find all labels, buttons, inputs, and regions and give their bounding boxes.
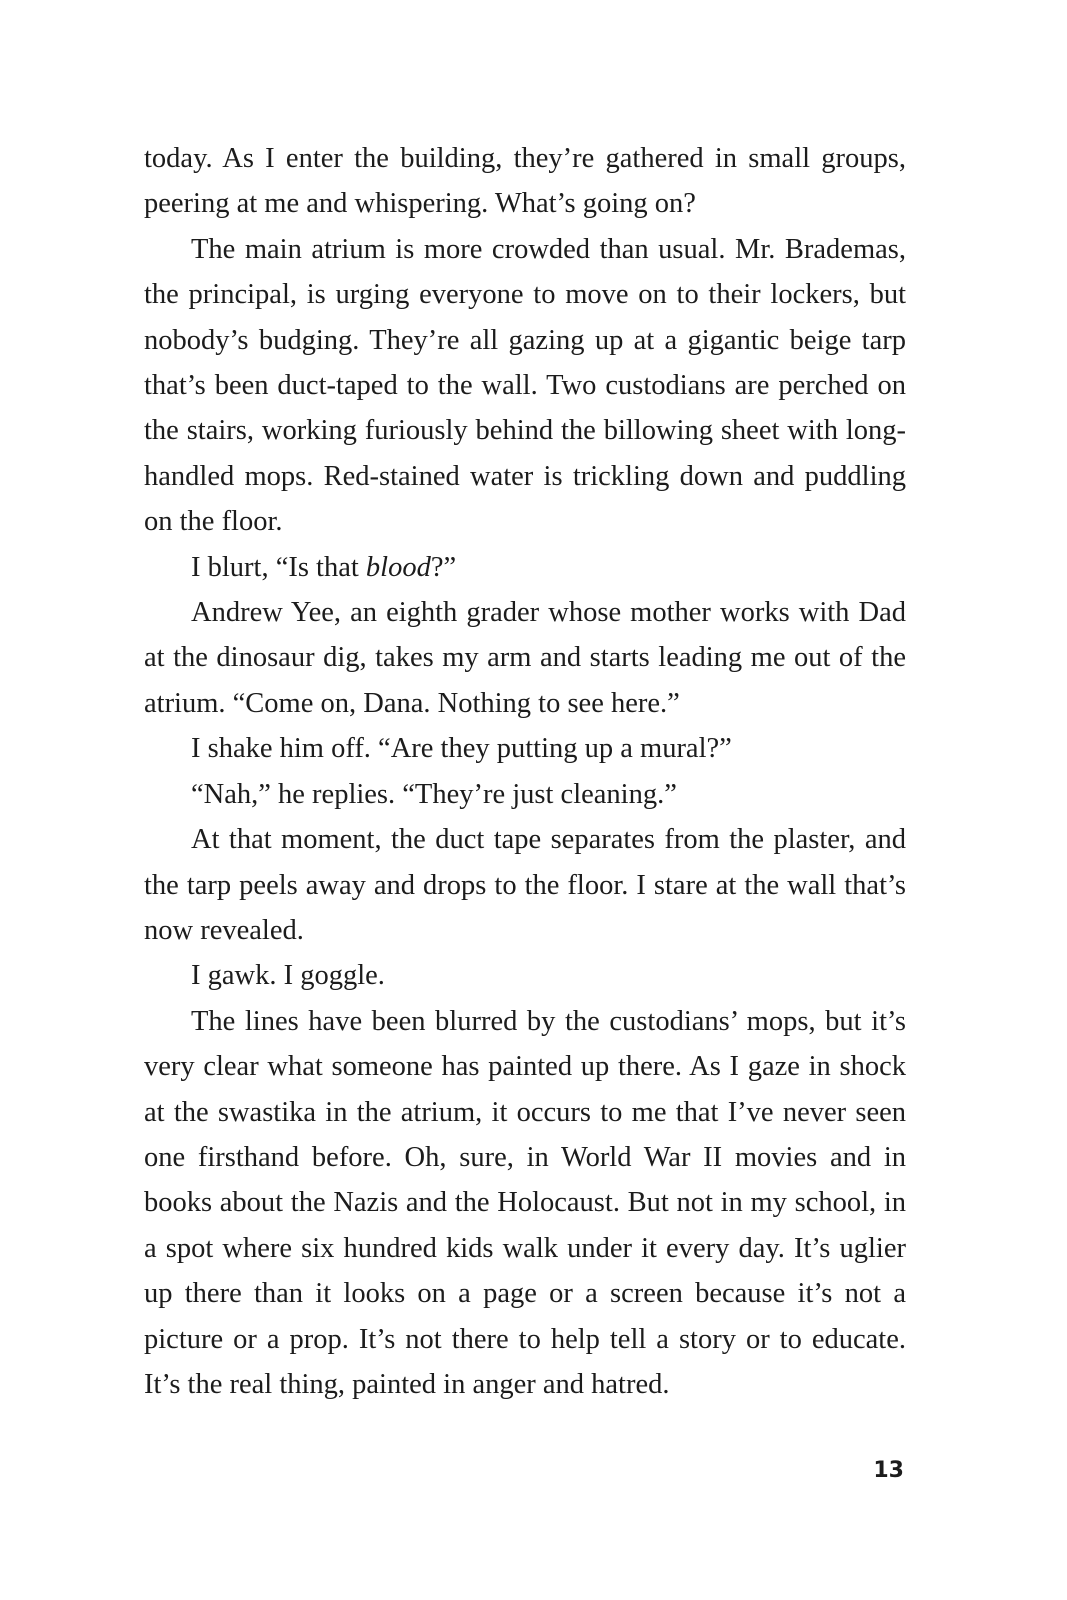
body-text: [144, 136, 906, 1407]
paragraph-tarp: At that moment, the duct tape separates from the plaster, and the tarp peels away and drops to the floor. I stare at the wall that’s now revealed.: [144, 824, 906, 946]
paragraph-atrium: The main atrium is more crowded than usual. Mr. Brademas, the principal, is urging everyone to move on to their lockers, but nobody’s budging. They’re all gazing up at a gigantic beige tarp that’s been duct-taped to the wall. Two custodians are perched on the stairs, working furiously behind the billowing sheet with long-handled mops. Red-stained water is trickling down and puddling on the floor.: [144, 233, 906, 538]
paragraph-nah: “Nah,” he replies. “They’re just cleaning.”: [191, 778, 677, 810]
paragraph-continuation: today. As I enter the building, they’re gathered in small groups, peering at me and whispering. What’s going on?: [144, 143, 906, 220]
paragraph-swastika: The lines have been blurred by the custodians’ mops, but it’s very clear what someone has painted up there. As I gaze in shock at the swastika in the atrium, it occurs to me that I’ve never seen one firsthand before. Oh, sure, in World War II movies and in books about the Nazis and the Holocaust. But not in my school, in a spot where six hundred kids walk under it every day. It’s uglier up there than it looks on a page or a screen because it’s not a picture or a prop. It’s not there to help tell a story or to educate. It’s the real thing, painted in anger and hatred.: [144, 1005, 906, 1400]
paragraph-andrew: Andrew Yee, an eighth grader whose mother works with Dad at the dinosaur dig, takes my arm and starts leading me out of the atrium. “Come on, Dana. Nothing to see here.”: [144, 597, 906, 719]
blurt-text-after: ?”: [430, 551, 457, 583]
paragraph-shake: I shake him off. “Are they putting up a mural?”: [191, 733, 732, 765]
paragraph-blurt: [144, 545, 906, 590]
blurt-emphasis: blood: [365, 551, 431, 583]
page-number: 13: [873, 1458, 904, 1483]
blurt-text-before: I blurt, “Is that: [191, 551, 366, 583]
paragraph-gawk: I gawk. I goggle.: [191, 960, 385, 992]
